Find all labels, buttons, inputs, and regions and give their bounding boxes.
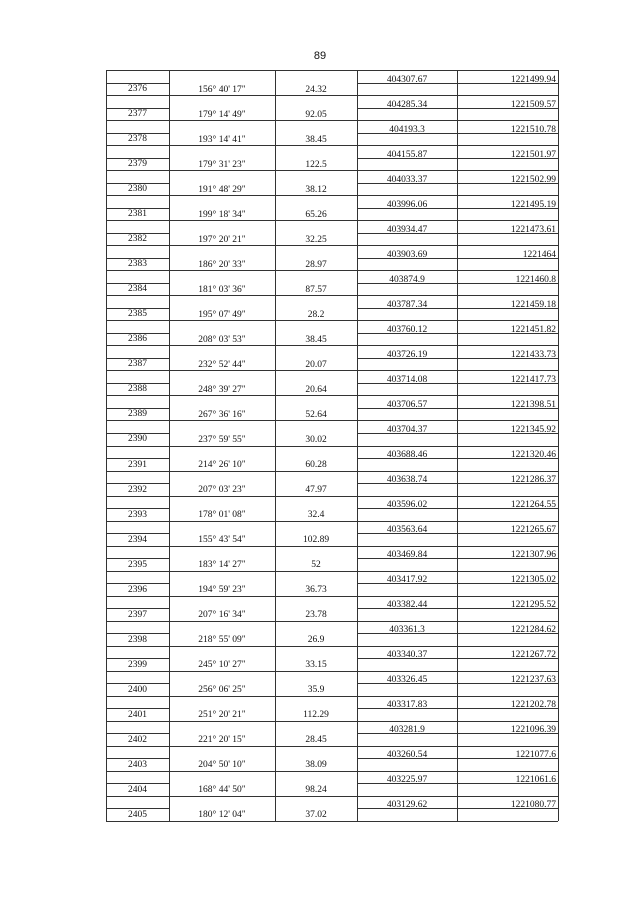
angle-value: 186° 20' 33" [198,259,246,270]
coord-y: 1221237.63 [510,675,556,686]
point-number: 2390 [128,434,147,445]
angle-value: 168° 44' 50" [198,785,246,796]
row-separator [106,145,558,146]
angle-value: 197° 20' 21" [198,234,246,245]
coord-y: 1221061.6 [515,775,556,786]
distance-value: 52.64 [305,409,327,420]
coord-x: 403417.92 [386,575,428,586]
row-separator [106,245,558,246]
point-number: 2376 [128,84,147,95]
coord-x: 403361.3 [389,625,425,636]
coord-y: 1221320.46 [510,450,556,461]
coord-y: 1221451.82 [510,324,556,335]
angle-value: 267° 36' 16" [198,409,246,420]
angle-value: 248° 39' 27" [198,384,246,395]
point-number: 2398 [128,634,147,645]
point-number: 2405 [128,809,147,820]
row-separator [106,771,558,772]
coord-y: 1221096.39 [510,725,556,736]
distance-value: 47.97 [305,485,327,496]
point-number: 2383 [128,259,147,270]
point-number: 2395 [128,559,147,570]
point-number: 2382 [128,234,147,245]
row-separator [106,446,558,447]
distance-value: 32.25 [305,234,327,245]
coord-y: 1221264.55 [510,500,556,511]
coord-x: 403726.19 [386,349,428,360]
row-separator [106,521,558,522]
point-number: 2402 [128,734,147,745]
distance-value: 23.78 [305,610,327,621]
coord-y: 1221307.96 [510,550,556,561]
coord-y: 1221077.6 [515,750,556,761]
point-number: 2397 [128,609,147,620]
angle-value: 207° 03' 23" [198,485,246,496]
row-separator [106,471,558,472]
coord-x: 403704.37 [386,424,428,435]
coord-x: 403874.9 [389,274,425,285]
row-separator [106,195,558,196]
coord-x: 403260.54 [386,750,428,761]
point-number: 2394 [128,534,147,545]
coord-y: 1221473.61 [510,224,556,235]
angle-value: 208° 03' 53" [198,334,246,345]
angle-value: 237° 59' 55" [198,434,246,445]
point-number: 2387 [128,359,147,370]
distance-value: 112.29 [303,710,329,721]
coord-x: 403469.84 [386,550,428,561]
coord-x: 404155.87 [386,149,428,160]
point-number: 2384 [128,284,147,295]
angle-value: 181° 03' 36" [198,284,246,295]
coord-y: 1221417.73 [510,374,556,385]
row-separator [106,270,558,271]
angle-value: 179° 31' 23" [198,159,246,170]
point-number: 2380 [128,184,147,195]
grid-top-border [106,70,558,71]
row-separator [106,420,558,421]
coord-x: 403760.12 [386,324,428,335]
coord-x: 404285.34 [386,99,428,110]
distance-value: 122.5 [305,159,327,170]
coord-x: 403317.83 [386,700,428,711]
coord-y: 1221495.19 [510,199,556,210]
row-separator [106,696,558,697]
row-separator [106,295,558,296]
distance-value: 98.24 [305,785,327,796]
row-separator [106,370,558,371]
survey-table [106,70,558,821]
distance-value: 33.15 [305,660,327,671]
distance-value: 26.9 [307,635,325,646]
coord-y: 1221460.8 [515,274,556,285]
coord-x: 403787.34 [386,299,428,310]
coord-y: 1221295.52 [510,600,556,611]
row-separator [106,170,558,171]
distance-value: 28.2 [307,309,325,320]
point-number: 2385 [128,309,147,320]
distance-value: 28.45 [305,735,327,746]
distance-value: 87.57 [305,284,327,295]
coord-x: 403688.46 [386,450,428,461]
coord-x: 403996.06 [386,199,428,210]
row-separator [106,721,558,722]
distance-value: 102.89 [302,535,330,546]
distance-value: 35.9 [307,685,325,696]
point-number: 2379 [128,159,147,170]
point-number: 2389 [128,409,147,420]
distance-value: 37.02 [305,810,327,821]
grid-vline-5 [558,70,559,821]
coord-y: 1221267.72 [510,650,556,661]
point-number: 2393 [128,509,147,520]
coord-x: 403596.02 [386,500,428,511]
angle-value: 183° 14' 27" [198,560,246,571]
coord-x: 403326.45 [386,675,428,686]
coord-y: 1221464 [522,249,556,260]
angle-value: 218° 55' 09" [198,635,246,646]
coord-y: 1221499.94 [510,74,556,85]
point-number: 2399 [128,659,147,670]
coord-x: 404033.37 [386,174,428,185]
coord-y: 1221509.57 [510,99,556,110]
distance-value: 52 [311,560,321,571]
coord-x: 403281.9 [389,725,425,736]
coord-x: 403382.44 [386,600,428,611]
point-number: 2378 [128,134,147,145]
coord-x: 403903.69 [386,249,428,260]
point-number: 2391 [128,459,147,470]
coord-y: 1221080.77 [510,800,556,811]
point-number: 2392 [128,484,147,495]
distance-value: 36.73 [305,585,327,596]
point-number: 2403 [128,759,147,770]
distance-value: 38.12 [305,184,327,195]
distance-value: 20.64 [305,384,327,395]
row-separator [106,796,558,797]
distance-value: 24.32 [305,84,327,95]
coord-y: 1221345.92 [510,424,556,435]
distance-value: 20.07 [305,359,327,370]
angle-value: 156° 40' 17" [198,84,246,95]
coord-y: 1221433.73 [510,349,556,360]
angle-value: 232° 52' 44" [198,359,246,370]
row-separator [106,320,558,321]
angle-value: 214° 26' 10" [198,460,246,471]
coord-y: 1221305.02 [510,575,556,586]
point-number: 2388 [128,384,147,395]
point-number: 2386 [128,334,147,345]
row-separator [106,596,558,597]
coord-y: 1221502.99 [510,174,556,185]
point-number: 2400 [128,684,147,695]
coord-y: 1221501.97 [510,149,556,160]
distance-value: 65.26 [305,209,327,220]
row-separator [106,746,558,747]
coord-x: 403638.74 [386,475,428,486]
row-separator [106,671,558,672]
point-number: 2381 [128,209,147,220]
row-separator [106,120,558,121]
coord-y: 1221398.51 [510,399,556,410]
angle-value: 199° 18' 34" [198,209,246,220]
distance-value: 30.02 [305,434,327,445]
coord-y: 1221265.67 [510,525,556,536]
point-number: 2396 [128,584,147,595]
distance-value: 38.45 [305,134,327,145]
angle-value: 256° 06' 25" [198,685,246,696]
coord-x: 403714.08 [386,374,428,385]
coord-x: 403706.57 [386,399,428,410]
coord-x: 403340.37 [386,650,428,661]
point-number: 2377 [128,109,147,120]
distance-value: 32.4 [307,510,325,521]
point-number: 2401 [128,709,147,720]
coord-y: 1221286.37 [510,475,556,486]
page-number: 89 [313,50,327,62]
angle-value: 251° 20' 21" [198,710,246,721]
coord-x: 404193.3 [389,124,425,135]
row-separator [106,571,558,572]
row-separator [106,95,558,96]
row-separator [106,395,558,396]
angle-value: 207° 16' 34" [198,610,246,621]
coord-x: 404307.67 [386,74,428,85]
coord-x: 403129.62 [386,800,428,811]
distance-value: 28.97 [305,259,327,270]
angle-value: 155° 43' 54" [198,535,246,546]
angle-value: 178° 01' 08" [198,510,246,521]
angle-value: 191° 48' 29" [198,184,246,195]
coord-y: 1221510.78 [510,124,556,135]
coord-y: 1221459.18 [510,299,556,310]
coord-y: 1221202.78 [510,700,556,711]
row-separator [106,345,558,346]
angle-value: 221° 20' 15" [198,735,246,746]
coord-x: 403563.64 [386,525,428,536]
row-separator [106,646,558,647]
row-separator [106,546,558,547]
coord-x: 403934.47 [386,224,428,235]
coord-y: 1221284.62 [510,625,556,636]
angle-value: 180° 12' 04" [198,810,246,821]
coord-x: 403225.97 [386,775,428,786]
row-separator [106,621,558,622]
row-separator [106,496,558,497]
angle-value: 194° 59' 23" [198,585,246,596]
distance-value: 38.09 [305,760,327,771]
angle-value: 179° 14' 49" [198,109,246,120]
distance-value: 38.45 [305,334,327,345]
point-number: 2404 [128,784,147,795]
row-separator [106,220,558,221]
angle-value: 195° 07' 49" [198,309,246,320]
distance-value: 92.05 [305,109,327,120]
angle-value: 193° 14' 41" [198,134,246,145]
angle-value: 245° 10' 27" [198,660,246,671]
distance-value: 60.28 [305,460,327,471]
angle-value: 204° 50' 10" [198,760,246,771]
